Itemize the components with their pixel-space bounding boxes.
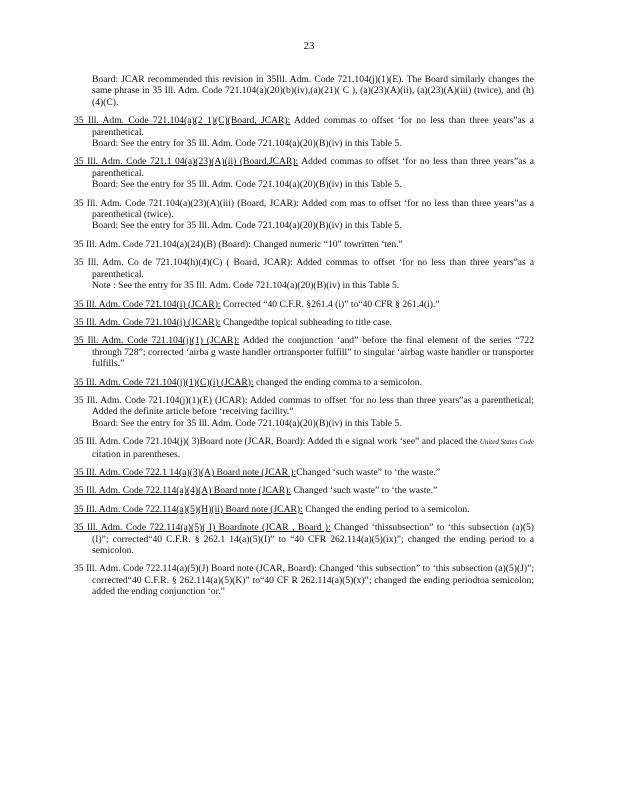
table-entry [74,467,534,478]
entry-text: Changed the ending period to a semicolon. [302,503,470,515]
table-entry [74,115,534,149]
entry-citation: 35 Ill. Adm. Code 722.1 14(a)(3)(A) Board note (JCAR ): [74,466,297,478]
entry-italic-text: United States Code [479,438,534,447]
entry-text: Added th e signal work ‘see” and placed the [305,436,478,448]
entry-citation: 35 Ill. Adm. Code 721.104(j)(1) (JCAR): [74,335,240,347]
entry-citation: 35 Ill. Adm. Code 722.114(a)(5)( I) Boardnote (JCAR , Board ): [74,522,331,534]
entry-citation: 35 Ill. Adm. Code 721.104(i) (JCAR): [74,298,221,310]
table-entry [74,74,534,108]
table-entry [74,436,534,460]
entry-citation: 35 Ill. Adm. Code 721.104(j)(1)(E) (JCAR): [74,394,248,406]
entry-text: Added com mas to offset ‘for no less than three years”as a parenthetical (twice). [92,197,534,221]
table-entry [74,522,534,556]
table-entry [74,377,534,388]
entry-citation: 35 Ill. Adm. Code 721.104(j)( 3)Board note (JCAR, Board): [74,436,306,448]
entry-citation: 35 Ill. Adm. Code 721.104(a)(24)(B) (Board): [74,238,251,250]
entry-citation: 35 Ill. Adm. Code 722.114(a)(5)(J) Board note (JCAR, Board): [74,563,317,575]
table-entry [74,485,534,496]
table-5-entries [74,74,534,605]
table-entry [74,257,534,291]
table-entry [74,335,534,369]
entry-citation: 35 Ill. Adm. Co de 721.104(h)(4)(C) ( Board, JCAR): [74,257,293,269]
entry-board-note: Board: See the entry for 35 Ill. Adm. Code 721.104(a)(20)(B)(iv) in this Table 5. [92,220,402,232]
entry-citation: 35 Ill. Adm. Code 721.104(a)(2 1)(C)(Board, JCAR): [74,115,291,127]
entry-citation: 35 Ill. Adm. Code 721.104(a)(23)(A)(iii) (Board, JCAR): [74,197,299,209]
entry-text: Changedthe topical subheading to title case. [220,316,392,328]
entry-board-note: Board: See the entry for 35 Ill. Adm. Code 721.104(a)(20)(B)(iv) in this Table 5. [92,179,402,191]
entry-text: Corrected “40 C.F.R. §261.4 (i)” to“40 CFR § 261.4(i).” [220,298,440,310]
entry-citation: 35 Ill. Adm. Code 721.104(j)(1)(C)(i) (JCAR): [74,376,254,388]
entry-citation: 35 Ill. Adm. Code 722.114(a)(5)(H)(ii) Board note (JCAR): [74,503,303,515]
table-entry [74,239,534,250]
entry-text: Added commas to offset ‘for no less than three years”as a parenthetical. [92,156,534,179]
entry-board-note: Board: JCAR recommended this revision in 35Ill. Adm. Code 721.104(j)(1)(E). The Board similarly changes the same phrase in 35 Ill. Adm. Code 721.104(a)(20)(b)(iv),(a)(21)( C ), (a)(23)(A)(ii), (a)(23)(A)(iii) (twice), and (h)(4)(C). [92,74,534,108]
table-entry [74,156,534,190]
entry-text: Changed ‘this subsection” to ‘this subsection (a)(5)(J)”; corrected“40 C.F.R. § 262.114(a)(5)(K)” to“40 CF R 262.114(a)(5)(x)”; changed the ending periodtoa semicolon; added the ending conjunction ‘or.” [92,563,534,598]
entry-text: Added commas to offset ‘for no less than three years”as a parenthetical. [92,257,535,280]
entry-text: Added the conjunction ‘and” before the final element of the series “722 through 728”; corrected ‘airba g waste handler ortransporter fulfill” to singular ‘airbag waste handler or transporter fulfills.” [92,335,534,370]
entry-text: changed the ending comma to a semicolon. [253,376,422,388]
entry-citation: 35 Ill. Adm. Code 721.104(j) (JCAR): [74,316,221,328]
entry-text: Changed ‘thissubsection” to ‘this subsection (a)(5)(I)”; corrected“40 C.F.R. § 262.1 14(a)(5)(I)” to “40 CFR 262.114(a)(5)(ix)”; changed the ending period to a semicolon. [92,522,535,556]
entry-text: Added commas to offset ‘for no less than three years”as a parenthetical; Added the definite article before ‘receiving facility.” [92,394,534,418]
table-entry [74,395,534,429]
table-entry [74,299,534,310]
entry-text-tail: citation in parentheses. [92,448,181,460]
entry-board-note: Note : See the entry for 35 Ill. Adm. Code 721.104(a)(20)(B)(iv) in this Table 5. [92,280,400,292]
entry-text: Changed ‘such waste” to ‘the waste.” [296,466,441,478]
entry-citation: 35 Ill. Adm. Code 721.1 04(a)(23)(A)(ii) (Board,JCAR): [74,156,299,168]
entry-citation: 35 Ill. Adm. Code 722.114(a)(4)(A) Board note (JCAR): [74,485,292,497]
entry-board-note: Board: See the entry for 35 Ill. Adm. Code 721.104(a)(20)(B)(iv) in this Table 5. [92,138,402,150]
entry-text: Added commas to offset ‘for no less than three years”as a parenthetical. [92,115,534,138]
entry-text: Changed ‘such waste” to ‘the waste.” [291,485,438,497]
table-entry [74,198,534,232]
entry-text: Changed numeric “10” towritten ‘ten.” [250,238,403,250]
table-entry [74,504,534,515]
page-number: 23 [303,40,315,52]
entry-board-note: Board: See the entry for 35 Ill. Adm. Code 721.104(a)(20)(B)(iv) in this Table 5. [92,417,402,429]
table-entry [74,563,534,597]
table-entry [74,317,534,328]
